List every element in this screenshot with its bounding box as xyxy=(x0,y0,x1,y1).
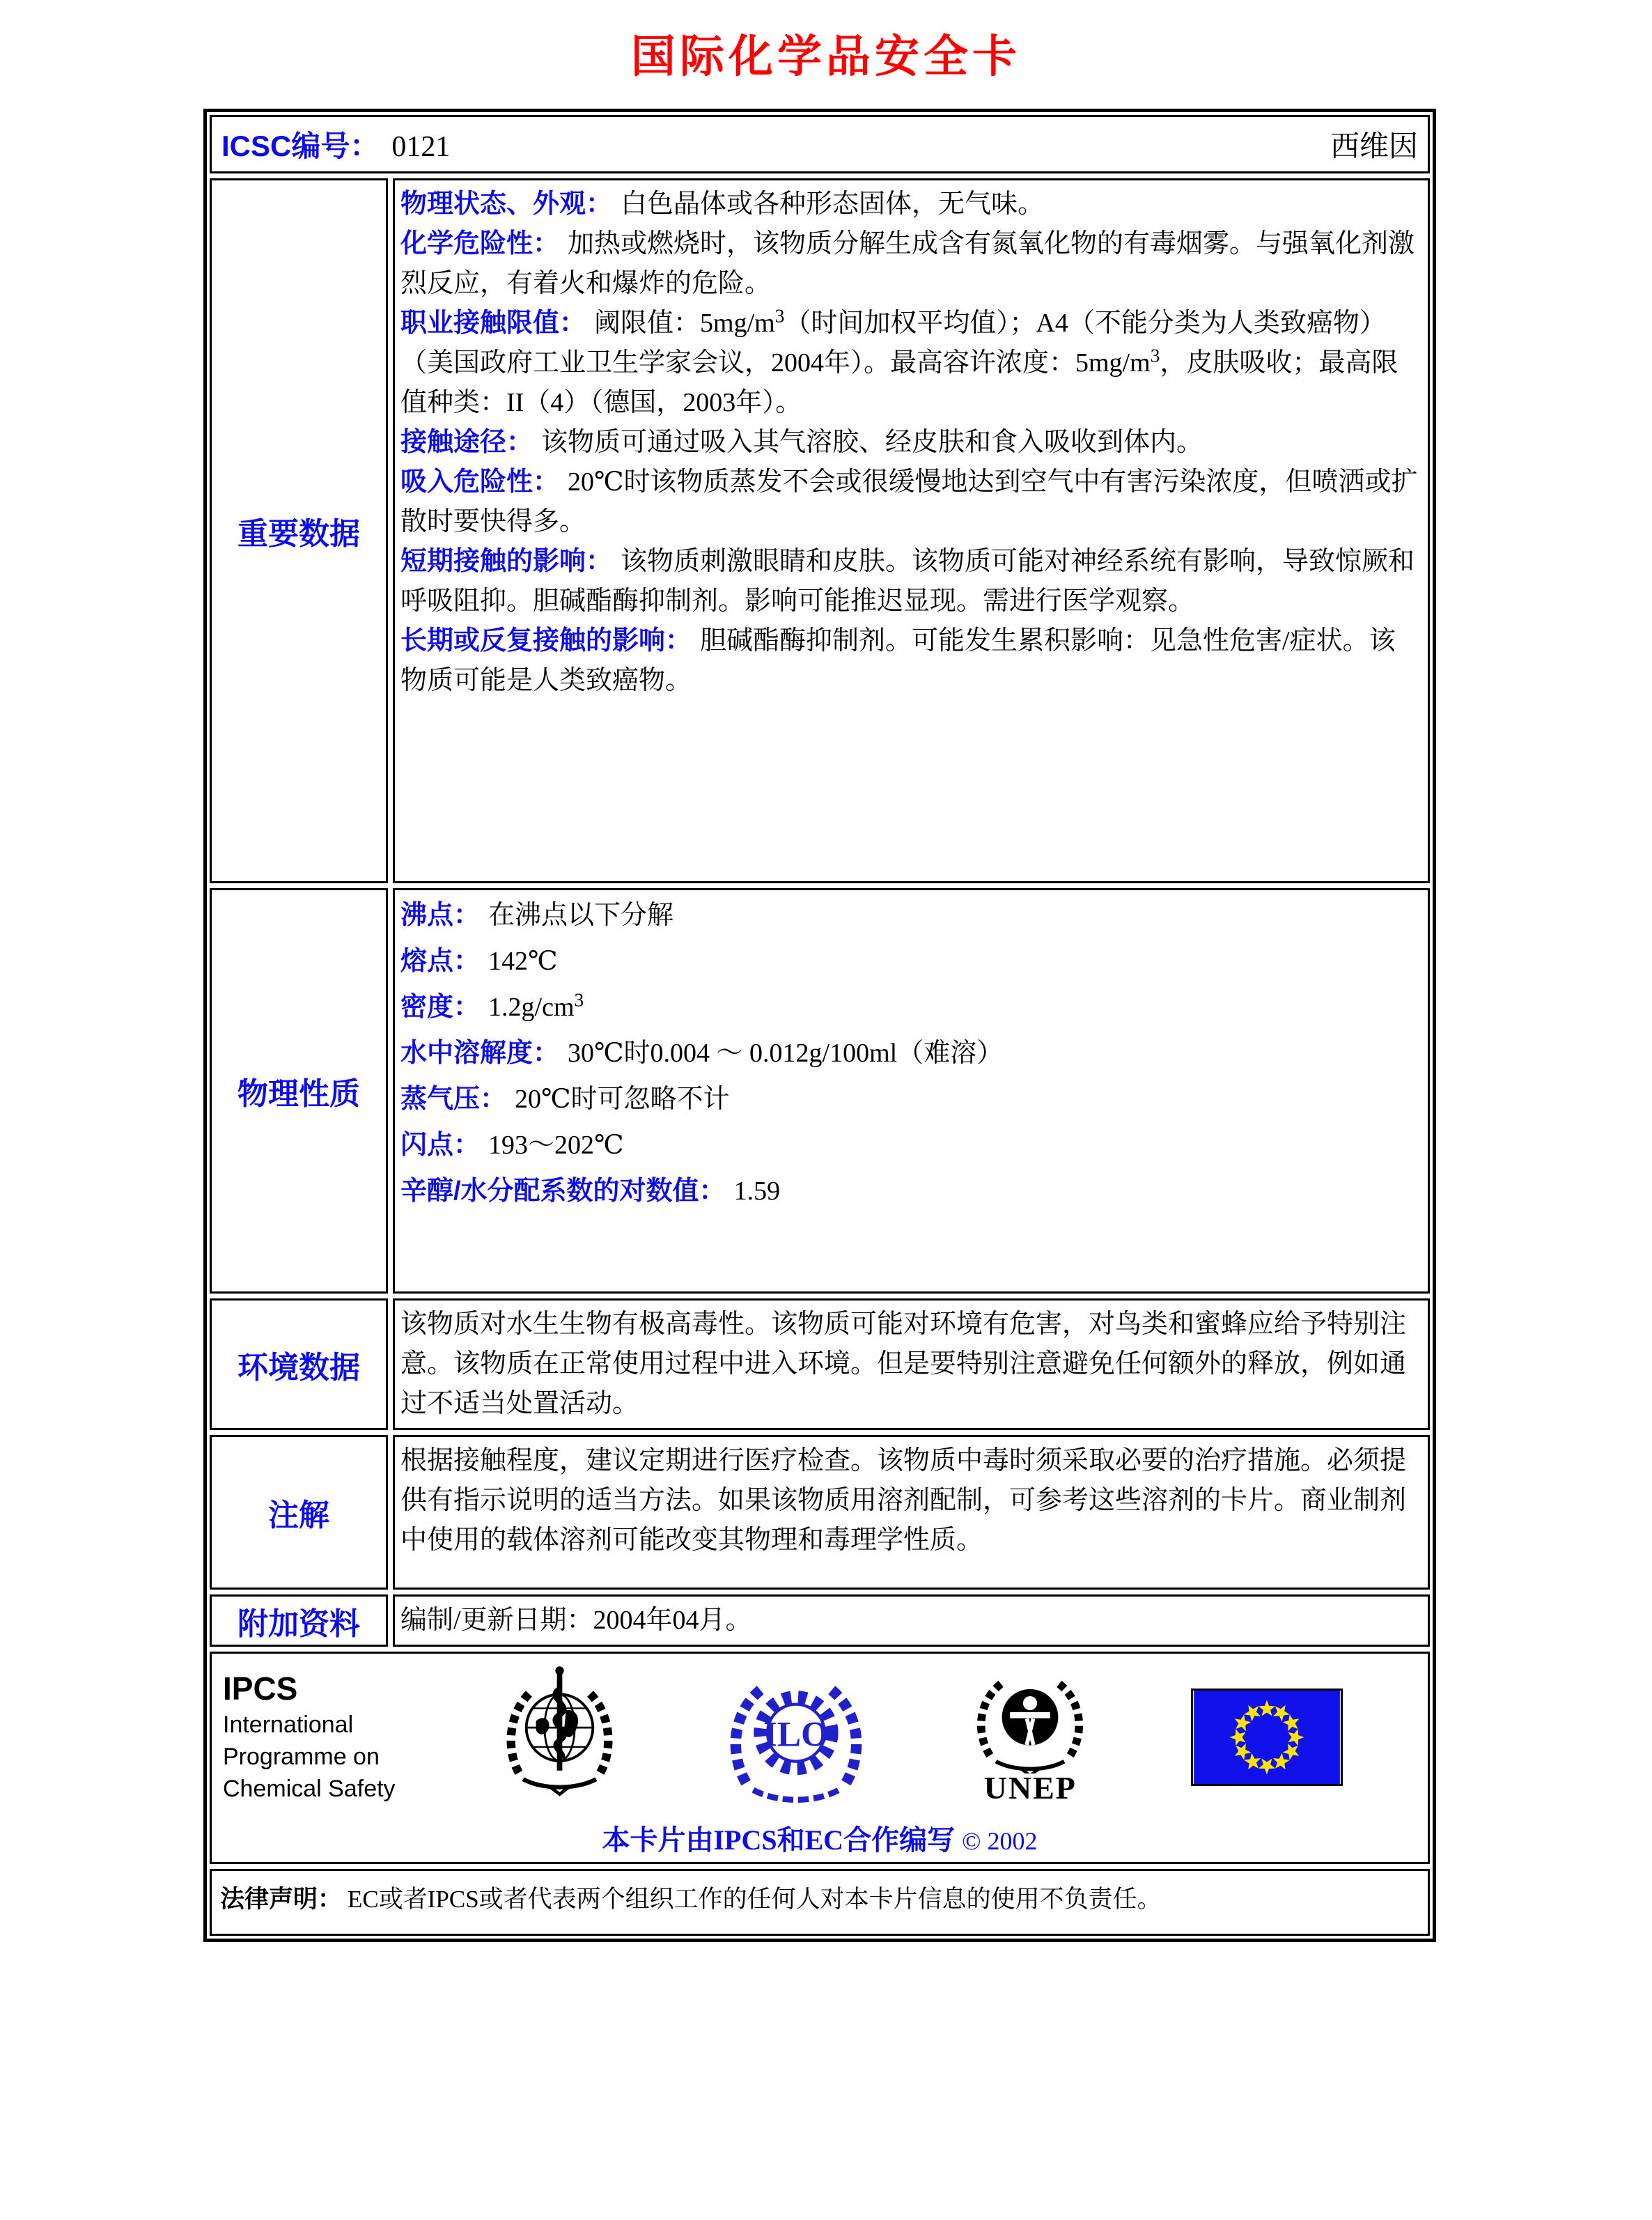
icsc-number-group xyxy=(221,123,450,165)
section-label-text: 重要数据 xyxy=(237,517,360,551)
row-environmental-data xyxy=(210,1298,1430,1430)
paragraph xyxy=(400,423,1419,463)
chemical-name: 西维因 xyxy=(1330,131,1418,163)
paragraph xyxy=(400,942,1419,981)
row-important-data xyxy=(210,178,1430,883)
field-label: 物理状态、外观： xyxy=(400,189,613,219)
row-additional-information xyxy=(210,1594,1430,1647)
paragraph xyxy=(400,542,1419,621)
paragraph xyxy=(400,988,1419,1027)
field-label: 闪点： xyxy=(400,1131,481,1160)
row-notes xyxy=(210,1435,1430,1590)
field-value: 加热或燃烧时，该物质分解生成含有氮氧化物的有毒烟雾。与强氧化剂激烈反应，有着火和爆炸的危险。 xyxy=(400,229,1415,298)
field-value: 142℃ xyxy=(488,947,558,976)
unep-logo-icon xyxy=(967,1669,1093,1773)
field-value: 该物质刺激眼睛和皮肤。该物质可能对神经系统有影响，导致惊厥和呼吸阻抑。胆碱酯酶抑制剂。影响可能推迟显现。需进行医学观察。 xyxy=(400,547,1415,616)
ipcs-subtitle-line: Chemical Safety xyxy=(223,1775,396,1802)
field-label: 熔点： xyxy=(400,947,481,976)
field-label: 密度： xyxy=(400,993,481,1022)
field-value: 编制/更新日期：2004年04月。 xyxy=(400,1606,752,1635)
section-label-text: 物理性质 xyxy=(237,1077,360,1111)
section-label-physical-properties xyxy=(210,888,388,1294)
field-value: 20℃时该物质蒸发不会或很缓慢地达到空气中有害污染浓度，但喷洒或扩散时要快得多。 xyxy=(400,467,1418,536)
who-logo-icon xyxy=(495,1663,624,1811)
field-label: 长期或反复接触的影响： xyxy=(400,626,692,655)
paragraph xyxy=(400,1601,1419,1640)
section-label-text: 注解 xyxy=(268,1498,329,1532)
section-content-physical-properties xyxy=(393,888,1430,1294)
legal-notice-label: 法律声明： xyxy=(220,1886,343,1913)
paragraph xyxy=(400,896,1419,936)
paragraph xyxy=(400,1034,1419,1073)
logos-strip xyxy=(212,1663,1428,1811)
field-label: 短期接触的影响： xyxy=(400,547,613,576)
field-value: 胆碱酯酶抑制剂。可能发生累积影响：见急性危害/症状。该物质可能是人类致癌物。 xyxy=(400,626,1396,695)
field-value: 白色晶体或各种形态固体，无气味。 xyxy=(621,189,1045,219)
paragraph xyxy=(400,1080,1419,1119)
legal-notice-text: EC或者IPCS或者代表两个组织工作的任何人对本卡片信息的使用不负责任。 xyxy=(348,1886,1162,1913)
field-value: 在沸点以下分解 xyxy=(488,901,674,930)
section-label-additional-information xyxy=(210,1594,388,1647)
unep-logo-block xyxy=(967,1669,1093,1806)
section-content-important-data xyxy=(393,178,1430,883)
field-value: 30℃时0.004 ～ 0.012g/100ml（难溶） xyxy=(568,1039,1004,1068)
ipcs-title: IPCS xyxy=(223,1670,298,1707)
field-label: 蒸气压： xyxy=(400,1085,507,1114)
field-value: 该物质对水生生物有极高毒性。该物质可能对环境有危害，对鸟类和蜜蜂应给予特别注意。该物质在正常使用过程中进入环境。但是要特别注意避免任何额外的释放，例如通过不适当处置活动。 xyxy=(400,1310,1407,1418)
field-value: $1.2g/cm^3$ xyxy=(488,989,584,1022)
icsc-card-table xyxy=(203,109,1436,1942)
logos-cell xyxy=(210,1652,1430,1864)
paragraph xyxy=(400,1172,1419,1211)
paragraph xyxy=(400,621,1419,701)
field-value: 1.59 xyxy=(733,1177,781,1206)
paragraph xyxy=(400,224,1419,304)
field-label: 沸点： xyxy=(400,901,481,930)
paragraph xyxy=(400,185,1419,224)
section-content-environmental-data xyxy=(393,1298,1430,1430)
ipcs-text-block xyxy=(223,1669,397,1805)
row-logos xyxy=(210,1652,1430,1864)
eu-flag-icon xyxy=(1191,1689,1343,1786)
section-label-environmental-data xyxy=(210,1298,388,1430)
paragraph xyxy=(400,1305,1419,1424)
section-content-notes xyxy=(393,1435,1430,1590)
cooperation-text: 本卡片由IPCS和EC合作编写 xyxy=(602,1824,956,1856)
paragraph xyxy=(400,1441,1419,1560)
header-row xyxy=(210,115,1430,173)
section-label-notes xyxy=(210,1435,388,1590)
field-label: 水中溶解度： xyxy=(400,1039,560,1068)
field-label: 吸入危险性： xyxy=(400,467,560,497)
field-value: 20℃时可忽略不计 xyxy=(515,1085,730,1114)
field-label: 接触途径： xyxy=(400,428,533,457)
field-label: 辛醇/水分配系数的对数值： xyxy=(400,1177,726,1206)
ipcs-subtitle-line: International xyxy=(223,1711,354,1738)
paragraph xyxy=(400,463,1419,542)
field-label: 化学危险性： xyxy=(400,229,560,258)
header-cell xyxy=(210,115,1430,173)
field-value: 阈限值：$5mg/m^3$（时间加权平均值）；A4（不能分类为人类致癌物）（美国政府工业卫生学家会议，2004年）。最高容许浓度：$5mg/m^3$，皮肤吸收；最高限值种类：II（4）（德国，2003年）。 xyxy=(400,305,1398,417)
icsc-number-value: 0121 xyxy=(391,131,451,163)
ilo-monogram: ILO xyxy=(763,1714,829,1754)
field-value: 根据接触程度，建议定期进行医疗检查。该物质中毒时须采取必要的治疗措施。必须提供有指示说明的适当方法。如果该物质用溶剂配制，可参考这些溶剂的卡片。商业制剂中使用的载体溶剂可能改变其物理和毒理学性质。 xyxy=(400,1446,1407,1555)
legal-notice-cell xyxy=(210,1869,1430,1936)
section-content-additional-information xyxy=(393,1594,1430,1647)
field-value: 193～202℃ xyxy=(488,1131,624,1160)
ilo-logo-icon xyxy=(722,1666,870,1809)
row-legal-notice xyxy=(210,1869,1430,1936)
ipcs-subtitle-line: Programme on xyxy=(223,1743,380,1770)
paragraph xyxy=(400,1126,1419,1165)
page-title: 国际化学品安全卡 xyxy=(631,32,1021,81)
paragraph xyxy=(400,304,1419,423)
field-value: 该物质可通过吸入其气溶胶、经皮肤和食入吸收到体内。 xyxy=(541,428,1203,457)
icsc-number-label: ICSC编号： xyxy=(221,130,380,162)
section-label-text: 附加资料 xyxy=(237,1606,360,1641)
section-label-text: 环境数据 xyxy=(237,1350,360,1385)
copyright-text: © 2002 xyxy=(962,1827,1038,1855)
section-label-important-data xyxy=(210,178,388,883)
row-physical-properties xyxy=(210,888,1430,1294)
field-label: 职业接触限值： xyxy=(400,309,586,338)
unep-label: UNEP xyxy=(983,1769,1077,1806)
cooperation-note xyxy=(212,1818,1428,1858)
